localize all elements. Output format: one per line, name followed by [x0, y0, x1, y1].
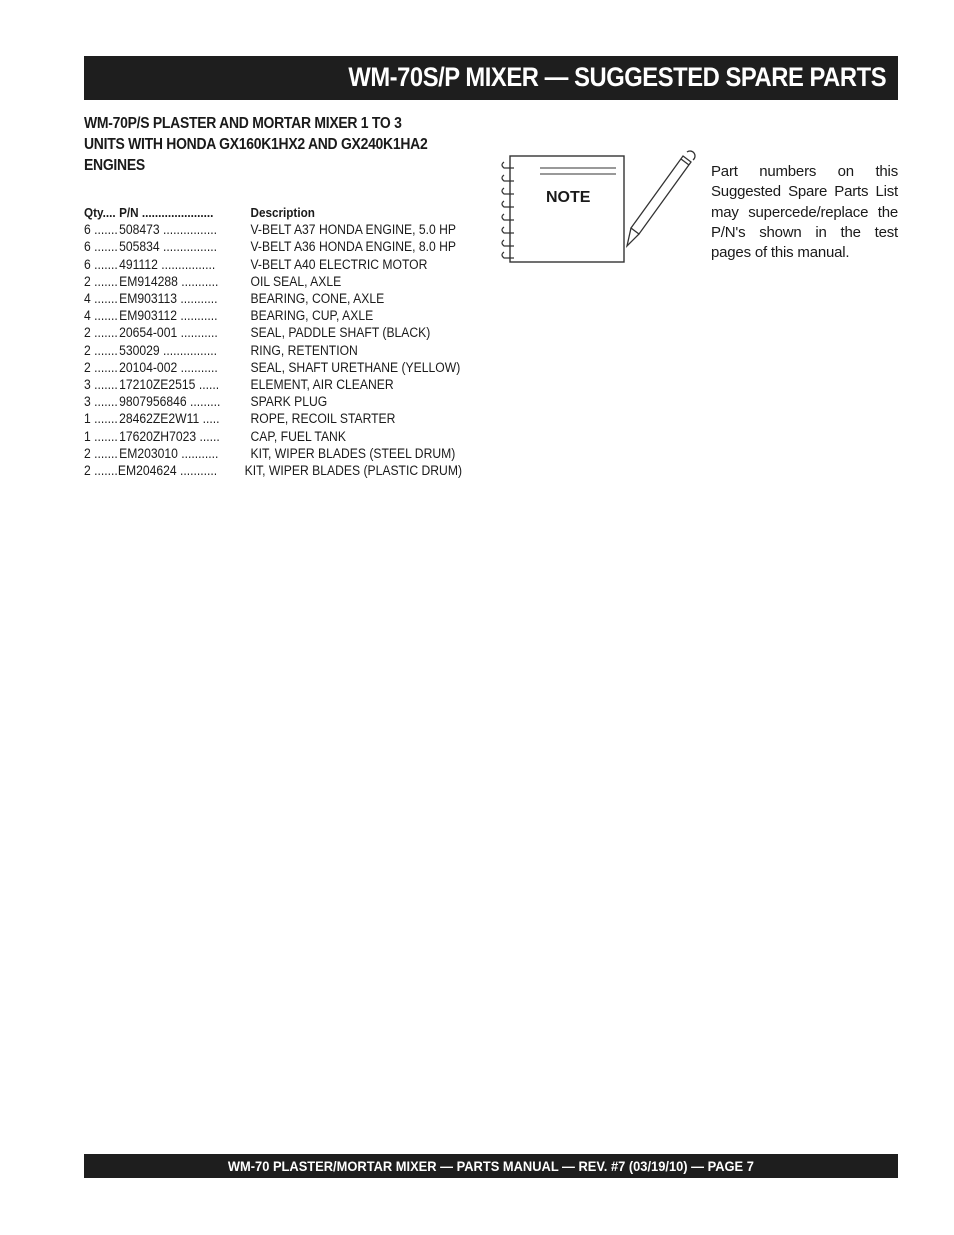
part-description: KIT, WIPER BLADES (STEEL DRUM) [250, 445, 456, 461]
page-title-bar [84, 56, 898, 100]
parts-list-row [84, 324, 462, 341]
footer-text: WM-70 PLASTER/MORTAR MIXER — PARTS MANUAL — REV. #7 (03/19/10) — PAGE 7 [227, 1158, 755, 1174]
part-qty: 2 ....... [84, 273, 118, 289]
description-header: Description [250, 205, 315, 220]
part-description: ELEMENT, AIR CLEANER [250, 377, 394, 393]
part-description: V-BELT A36 HONDA ENGINE, 8.0 HP [250, 239, 457, 255]
qty-header: Qty.... [84, 205, 116, 220]
part-qty: 2 ....... [84, 445, 118, 461]
pn-header: P/N ...................... [119, 205, 214, 220]
part-number: EM204624 ........... [117, 463, 218, 479]
part-number: 17210ZE2515 ...... [119, 377, 220, 393]
part-description: SEAL, SHAFT URETHANE (YELLOW) [250, 359, 461, 375]
part-qty: 6 ....... [84, 256, 118, 272]
notepad-pencil-icon [500, 148, 700, 268]
parts-list-row [84, 290, 462, 307]
part-description: OIL SEAL, AXLE [250, 273, 342, 289]
part-description: ROPE, RECOIL STARTER [250, 411, 396, 427]
part-number: EM903113 ........... [119, 291, 218, 307]
page-footer [84, 1154, 898, 1178]
part-number: EM903112 ........... [119, 308, 218, 324]
part-description: BEARING, CUP, AXLE [250, 308, 374, 324]
part-number: 20104-002 ........... [119, 359, 218, 375]
note-text: Part numbers on this Suggested Spare Parts List may supercede/replace the P/N's shown in the test pages of this manual. [711, 163, 898, 262]
part-qty: 6 ....... [84, 222, 118, 238]
part-number: 9807956846 ......... [119, 394, 221, 410]
part-description: RING, RETENTION [250, 342, 358, 358]
parts-list-row [84, 342, 462, 359]
part-qty: 2 ....... [84, 325, 118, 341]
note-label: NOTE [546, 189, 591, 206]
part-description: SPARK PLUG [250, 394, 328, 410]
parts-list-row [84, 462, 462, 479]
part-number: 28462ZE2W11 ..... [119, 411, 220, 427]
page-title: WM-70S/P MIXER — SUGGESTED SPARE PARTS [348, 62, 886, 92]
pencil-icon [627, 151, 695, 246]
section-heading-line: WM-70P/S PLASTER AND MORTAR MIXER 1 TO 3 [84, 115, 402, 132]
part-qty: 1 ....... [84, 411, 118, 427]
part-description: BEARING, CONE, AXLE [250, 291, 385, 307]
part-qty: 2 ....... [84, 342, 118, 358]
parts-list-row [84, 359, 462, 376]
part-qty: 4 ....... [84, 291, 118, 307]
parts-list-row [84, 256, 462, 273]
parts-list-row [84, 307, 462, 324]
part-description: V-BELT A37 HONDA ENGINE, 5.0 HP [250, 222, 457, 238]
parts-list-row [84, 393, 462, 410]
part-description: KIT, WIPER BLADES (PLASTIC DRUM) [244, 463, 462, 479]
part-qty: 1 ....... [84, 428, 118, 444]
part-qty: 6 ....... [84, 239, 118, 255]
part-description: CAP, FUEL TANK [250, 428, 346, 444]
parts-list-row [84, 376, 462, 393]
part-qty: 2 ....... [84, 359, 118, 375]
parts-list-row [84, 238, 462, 255]
parts-list-row [84, 445, 462, 462]
section-heading-line: UNITS WITH HONDA GX160K1HX2 AND GX240K1HA2 [84, 136, 428, 153]
part-qty: 3 ....... [84, 394, 118, 410]
parts-list-row [84, 428, 462, 445]
part-description: SEAL, PADDLE SHAFT (BLACK) [250, 325, 431, 341]
part-qty: 2 ....... [84, 463, 118, 479]
part-number: EM203010 ........... [119, 445, 219, 461]
section-heading-line: ENGINES [84, 157, 145, 174]
part-number: 508473 ................ [119, 222, 218, 238]
spare-parts-list [84, 204, 504, 479]
part-number: 17620ZH7023 ...... [119, 428, 220, 444]
part-description: V-BELT A40 ELECTRIC MOTOR [250, 256, 428, 272]
section-heading [84, 113, 484, 176]
part-number: 491112 ................ [119, 256, 216, 272]
parts-list-row [84, 410, 462, 427]
part-number: EM914288 ........... [119, 273, 219, 289]
parts-list-row [84, 221, 462, 238]
parts-list-row [84, 273, 462, 290]
part-number: 20654-001 ........... [119, 325, 218, 341]
part-qty: 4 ....... [84, 308, 118, 324]
part-number: 530029 ................ [119, 342, 218, 358]
part-number: 505834 ................ [119, 239, 218, 255]
parts-list-header [84, 204, 462, 221]
part-qty: 3 ....... [84, 377, 118, 393]
